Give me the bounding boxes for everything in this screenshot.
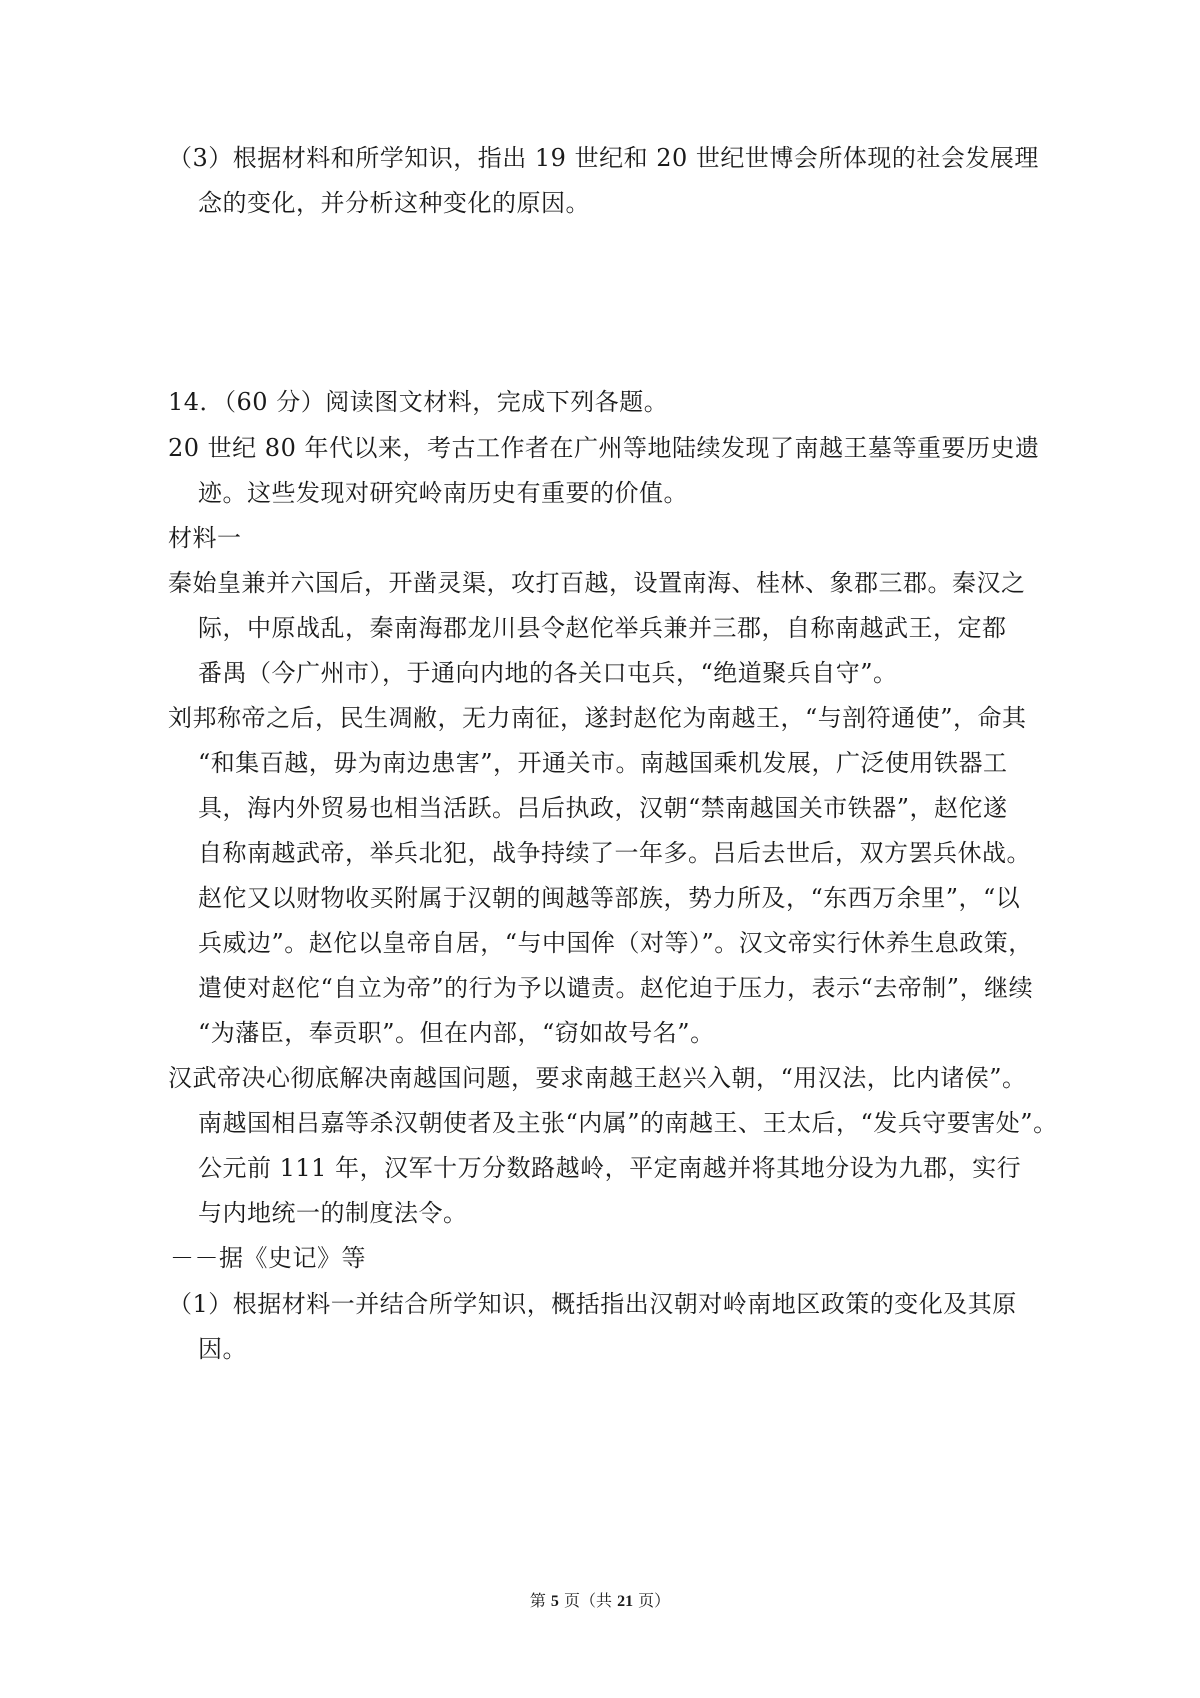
footer-total-pages: 21: [617, 1593, 634, 1610]
para2-line-8: “为藩臣，奉贡职”。但在内部，“窃如故号名”。: [198, 1019, 715, 1047]
question-3-line-1: （3）根据材料和所学知识，指出 19 世纪和 20 世纪世博会所体现的社会发展理: [168, 144, 1039, 172]
material-1-title: 材料一: [168, 524, 242, 552]
question-3-line-2: 念的变化，并分析这种变化的原因。: [198, 189, 590, 217]
page-footer: [0, 1591, 1200, 1612]
para1-line-3: 番禺（今广州市），于通向内地的各关口屯兵，“绝道聚兵自守”。: [198, 659, 898, 687]
para2-line-3: 具，海内外贸易也相当活跃。吕后执政，汉朝“禁南越国关市铁器”，赵佗遂: [198, 794, 1008, 822]
para3-line-2: 南越国相吕嘉等杀汉朝使者及主张“内属”的南越王、王太后，“发兵守要害处”。: [198, 1109, 1058, 1137]
source-citation: －－据《史记》等: [170, 1244, 366, 1272]
para1-line-1: 秦始皇兼并六国后，开凿灵渠，攻打百越，设置南海、桂林、象郡三郡。秦汉之: [168, 569, 1026, 597]
para2-line-1: 刘邦称帝之后，民生凋敝，无力南征，遂封赵佗为南越王，“与剖符通使”，命其: [168, 704, 1027, 732]
intro-line-2: 迹。这些发现对研究岭南历史有重要的价值。: [198, 479, 688, 507]
para3-line-4: 与内地统一的制度法令。: [198, 1199, 468, 1227]
question-14-heading: 14．（60 分）阅读图文材料，完成下列各题。: [168, 388, 669, 416]
para2-line-7: 遣使对赵佗“自立为帝”的行为予以谴责。赵佗迫于压力，表示“去帝制”，继续: [198, 974, 1034, 1002]
para2-line-6: 兵威边”。赵佗以皇帝自居，“与中国侔（对等）”。汉文帝实行休养生息政策，: [198, 929, 1033, 957]
footer-prefix: 第: [529, 1591, 551, 1610]
sub-question-1-line-1: （1）根据材料一并结合所学知识，概括指出汉朝对岭南地区政策的变化及其原: [168, 1290, 1017, 1318]
para1-line-2: 际，中原战乱，秦南海郡龙川县令赵佗举兵兼并三郡，自称南越武王，定都: [198, 614, 1007, 642]
footer-page-number: 5: [550, 1593, 559, 1610]
intro-line-1: 20 世纪 80 年代以来，考古工作者在广州等地陆续发现了南越王墓等重要历史遗: [168, 434, 1040, 462]
para3-line-3: 公元前 111 年，汉军十万分数路越岭，平定南越并将其地分设为九郡，实行: [198, 1154, 1022, 1182]
para2-line-2: “和集百越，毋为南边患害”，开通关市。南越国乘机发展，广泛使用铁器工: [198, 749, 1008, 777]
footer-middle: 页（共: [558, 1591, 618, 1610]
para2-line-4: 自称南越武帝，举兵北犯，战争持续了一年多。吕后去世后，双方罢兵休战。: [198, 839, 1031, 867]
sub-question-1-line-2: 因。: [198, 1335, 247, 1363]
para3-line-1: 汉武帝决心彻底解决南越国问题，要求南越王赵兴入朝，“用汉法，比内诸侯”。: [168, 1064, 1027, 1092]
footer-suffix: 页）: [633, 1591, 671, 1610]
para2-line-5: 赵佗又以财物收买附属于汉朝的闽越等部族，势力所及，“东西万余里”，“以: [198, 884, 1021, 912]
